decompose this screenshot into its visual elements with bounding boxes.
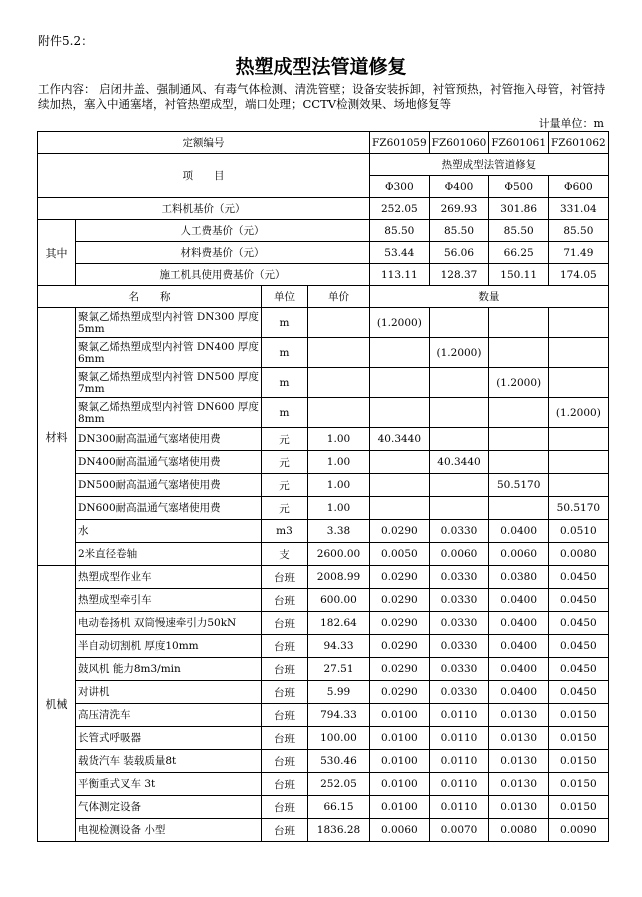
item-qty: 0.0450	[549, 658, 609, 681]
item-unit: 台班	[262, 773, 308, 796]
item-qty: 40.3440	[429, 451, 489, 474]
item-qty	[429, 474, 489, 497]
item-name: 2米直径卷轴	[76, 543, 262, 566]
item-qty: 0.0050	[370, 543, 430, 566]
item-qty: (1.2000)	[370, 308, 430, 338]
item-qty: 0.0150	[549, 704, 609, 727]
item-qty	[489, 428, 549, 451]
material-row	[38, 368, 609, 398]
machinery-row	[38, 773, 609, 796]
item-unit: m	[262, 368, 308, 398]
item-price: 1836.28	[308, 819, 370, 842]
quota-code: FZ601061	[489, 132, 549, 154]
item-qty: 0.0100	[370, 796, 430, 819]
item-qty: 0.0330	[429, 520, 489, 543]
item-qty: 0.0330	[429, 635, 489, 658]
cost-value: 85.50	[489, 220, 549, 242]
item-qty	[489, 338, 549, 368]
item-qty: 50.5170	[549, 497, 609, 520]
item-qty	[370, 497, 430, 520]
item-qty: 0.0130	[489, 773, 549, 796]
item-qty	[549, 308, 609, 338]
item-unit: 台班	[262, 819, 308, 842]
machinery-row	[38, 589, 609, 612]
item-price	[308, 338, 370, 368]
col-price-header: 单价	[308, 286, 370, 308]
item-name: DN300耐高温通气塞堵使用费	[76, 428, 262, 451]
item-price	[308, 308, 370, 338]
item-qty: 0.0400	[489, 589, 549, 612]
item-name: 聚氯乙烯热塑成型内衬管 DN300 厚度5mm	[76, 308, 262, 338]
cost-value: 150.11	[489, 264, 549, 286]
material-cost-row	[38, 242, 609, 264]
base-price-label: 工料机基价（元）	[38, 198, 370, 220]
quota-code: FZ601059	[370, 132, 430, 154]
quota-table-body	[38, 132, 609, 842]
item-qty	[429, 497, 489, 520]
item-unit: 台班	[262, 566, 308, 589]
diameter: Φ400	[429, 176, 489, 198]
item-qty: 0.0100	[370, 704, 430, 727]
item-unit: 支	[262, 543, 308, 566]
item-qty: 0.0110	[429, 727, 489, 750]
item-price: 3.38	[308, 520, 370, 543]
item-name: 热塑成型牵引车	[76, 589, 262, 612]
material-row	[38, 451, 609, 474]
item-qty: 0.0290	[370, 658, 430, 681]
item-unit: 台班	[262, 635, 308, 658]
item-qty: 0.0290	[370, 681, 430, 704]
item-unit: m	[262, 308, 308, 338]
item-price: 94.33	[308, 635, 370, 658]
item-unit: m	[262, 398, 308, 428]
item-unit: 元	[262, 428, 308, 451]
item-name: DN400耐高温通气塞堵使用费	[76, 451, 262, 474]
machinery-row	[38, 658, 609, 681]
item-price: 794.33	[308, 704, 370, 727]
item-price	[308, 368, 370, 398]
cost-value: 66.25	[489, 242, 549, 264]
machine-cost-row	[38, 264, 609, 286]
machinery-label: 机械	[38, 566, 76, 842]
item-qty	[429, 398, 489, 428]
machinery-row	[38, 819, 609, 842]
item-unit: 元	[262, 497, 308, 520]
item-name: 载货汽车 装载质量8t	[76, 750, 262, 773]
item-price: 1.00	[308, 451, 370, 474]
cost-value: 128.37	[429, 264, 489, 286]
item-qty: 0.0290	[370, 520, 430, 543]
item-name: 对讲机	[76, 681, 262, 704]
item-qty: 0.0330	[429, 566, 489, 589]
col-qty-header: 数量	[370, 286, 609, 308]
item-qty: 0.0400	[489, 681, 549, 704]
cost-value: 56.06	[429, 242, 489, 264]
item-name: 水	[76, 520, 262, 543]
cost-value: 71.49	[549, 242, 609, 264]
item-qty: 0.0150	[549, 750, 609, 773]
item-qty	[549, 474, 609, 497]
item-qty: (1.2000)	[489, 368, 549, 398]
quota-table	[37, 131, 609, 842]
group-row	[38, 154, 609, 176]
item-unit: 元	[262, 451, 308, 474]
item-qty: 40.3440	[370, 428, 430, 451]
item-qty: 0.0100	[370, 773, 430, 796]
material-row	[38, 474, 609, 497]
column-header-row	[38, 286, 609, 308]
col-unit-header: 单位	[262, 286, 308, 308]
cost-value: 85.50	[549, 220, 609, 242]
quota-no-row	[38, 132, 609, 154]
item-price: 1.00	[308, 428, 370, 451]
materials-label: 材料	[38, 308, 76, 566]
base-price-value: 301.86	[489, 198, 549, 220]
item-name: DN500耐高温通气塞堵使用费	[76, 474, 262, 497]
item-qty: 0.0060	[429, 543, 489, 566]
item-qty	[489, 308, 549, 338]
item-name: 平衡重式叉车 3t	[76, 773, 262, 796]
cost-label: 人工费基价（元）	[76, 220, 370, 242]
item-qty: 0.0400	[489, 612, 549, 635]
item-qty	[429, 368, 489, 398]
cost-value: 113.11	[370, 264, 430, 286]
item-qty: 50.5170	[489, 474, 549, 497]
quota-code: FZ601062	[549, 132, 609, 154]
item-unit: 台班	[262, 750, 308, 773]
machinery-row	[38, 750, 609, 773]
machinery-row	[38, 704, 609, 727]
item-qty: 0.0400	[489, 658, 549, 681]
item-qty: 0.0080	[489, 819, 549, 842]
item-qty: 0.0090	[549, 819, 609, 842]
item-name: 聚氯乙烯热塑成型内衬管 DN400 厚度6mm	[76, 338, 262, 368]
item-price: 252.05	[308, 773, 370, 796]
item-price: 182.64	[308, 612, 370, 635]
item-price	[308, 398, 370, 428]
item-qty: 0.0100	[370, 750, 430, 773]
of-which-label: 其中	[38, 220, 76, 286]
item-name: 半自动切割机 厚度10mm	[76, 635, 262, 658]
attachment-label: 附件5.2：	[38, 34, 94, 48]
quota-code: FZ601060	[429, 132, 489, 154]
item-name: 电动卷扬机 双筒慢速牵引力50kN	[76, 612, 262, 635]
item-unit: 台班	[262, 612, 308, 635]
item-name: 高压清洗车	[76, 704, 262, 727]
machinery-row	[38, 727, 609, 750]
item-qty: (1.2000)	[429, 338, 489, 368]
item-name: 气体测定设备	[76, 796, 262, 819]
cost-value: 174.05	[549, 264, 609, 286]
item-unit: 元	[262, 474, 308, 497]
item-qty: 0.0130	[489, 750, 549, 773]
item-name: 长管式呼吸器	[76, 727, 262, 750]
item-qty: 0.0400	[489, 635, 549, 658]
item-price: 27.51	[308, 658, 370, 681]
item-qty: 0.0110	[429, 704, 489, 727]
item-qty	[429, 428, 489, 451]
item-unit: m3	[262, 520, 308, 543]
item-qty	[549, 338, 609, 368]
base-price-row	[38, 198, 609, 220]
item-price: 530.46	[308, 750, 370, 773]
diameter: Φ500	[489, 176, 549, 198]
item-qty: 0.0450	[549, 566, 609, 589]
item-qty: 0.0150	[549, 727, 609, 750]
item-qty: 0.0080	[549, 543, 609, 566]
item-qty: 0.0510	[549, 520, 609, 543]
item-qty: 0.0110	[429, 750, 489, 773]
item-qty	[489, 398, 549, 428]
cost-label: 施工机具使用费基价（元）	[76, 264, 370, 286]
item-qty: 0.0330	[429, 589, 489, 612]
item-qty	[549, 368, 609, 398]
item-unit: 台班	[262, 727, 308, 750]
item-qty: 0.0130	[489, 704, 549, 727]
item-qty: 0.0060	[370, 819, 430, 842]
item-name: 聚氯乙烯热塑成型内衬管 DN500 厚度7mm	[76, 368, 262, 398]
item-qty	[370, 474, 430, 497]
material-row	[38, 543, 609, 566]
item-qty	[429, 308, 489, 338]
item-qty	[370, 451, 430, 474]
page-title: 热塑成型法管道修复	[235, 56, 407, 78]
item-price: 5.99	[308, 681, 370, 704]
machinery-row	[38, 612, 609, 635]
labor-cost-row	[38, 220, 609, 242]
item-qty: 0.0330	[429, 681, 489, 704]
base-price-value: 252.05	[370, 198, 430, 220]
col-name-header: 名 称	[38, 286, 262, 308]
diameter: Φ300	[370, 176, 430, 198]
diameter: Φ600	[549, 176, 609, 198]
item-qty: 0.0290	[370, 589, 430, 612]
unit-label: 计量单位：m	[538, 117, 604, 130]
item-qty	[370, 368, 430, 398]
item-qty	[489, 497, 549, 520]
item-name: 聚氯乙烯热塑成型内衬管 DN600 厚度8mm	[76, 398, 262, 428]
material-row	[38, 428, 609, 451]
item-qty: 0.0400	[489, 520, 549, 543]
item-unit: 台班	[262, 796, 308, 819]
item-qty	[370, 398, 430, 428]
item-qty: 0.0330	[429, 612, 489, 635]
quota-no-label: 定额编号	[38, 132, 370, 154]
cost-value: 53.44	[370, 242, 430, 264]
item-price: 66.15	[308, 796, 370, 819]
material-row	[38, 398, 609, 428]
item-name: 电视检测设备 小型	[76, 819, 262, 842]
item-unit: 台班	[262, 589, 308, 612]
item-unit: 台班	[262, 681, 308, 704]
item-qty: 0.0150	[549, 773, 609, 796]
item-qty: 0.0450	[549, 612, 609, 635]
item-price: 2600.00	[308, 543, 370, 566]
item-qty: 0.0060	[489, 543, 549, 566]
machinery-row	[38, 796, 609, 819]
material-row	[38, 308, 609, 338]
item-qty	[489, 451, 549, 474]
cost-value: 85.50	[370, 220, 430, 242]
item-qty: 0.0450	[549, 635, 609, 658]
item-qty: 0.0330	[429, 658, 489, 681]
item-unit: 台班	[262, 704, 308, 727]
item-qty: 0.0110	[429, 796, 489, 819]
item-name: 热塑成型作业车	[76, 566, 262, 589]
item-qty: 0.0110	[429, 773, 489, 796]
base-price-value: 269.93	[429, 198, 489, 220]
item-unit: m	[262, 338, 308, 368]
machinery-row	[38, 566, 609, 589]
item-qty: 0.0150	[549, 796, 609, 819]
item-price: 600.00	[308, 589, 370, 612]
item-price: 1.00	[308, 474, 370, 497]
item-price: 1.00	[308, 497, 370, 520]
item-qty: 0.0130	[489, 727, 549, 750]
machinery-row	[38, 681, 609, 704]
item-price: 2008.99	[308, 566, 370, 589]
item-qty	[549, 451, 609, 474]
item-name: 鼓风机 能力8m3/min	[76, 658, 262, 681]
cost-label: 材料费基价（元）	[76, 242, 370, 264]
item-qty: 0.0290	[370, 612, 430, 635]
material-row	[38, 520, 609, 543]
item-qty: 0.0070	[429, 819, 489, 842]
cost-value: 85.50	[429, 220, 489, 242]
item-qty: 0.0290	[370, 566, 430, 589]
item-qty: 0.0450	[549, 589, 609, 612]
item-qty: 0.0100	[370, 727, 430, 750]
material-row	[38, 338, 609, 368]
item-name: DN600耐高温通气塞堵使用费	[76, 497, 262, 520]
group-name: 热塑成型法管道修复	[370, 154, 609, 176]
item-qty	[370, 338, 430, 368]
item-qty: 0.0450	[549, 681, 609, 704]
item-price: 100.00	[308, 727, 370, 750]
item-qty	[549, 428, 609, 451]
machinery-row	[38, 635, 609, 658]
material-row	[38, 497, 609, 520]
item-unit: 台班	[262, 658, 308, 681]
item-qty: 0.0130	[489, 796, 549, 819]
base-price-value: 331.04	[549, 198, 609, 220]
item-qty: (1.2000)	[549, 398, 609, 428]
work-content: 工作内容： 启闭井盖、强制通风、有毒气体检测、清洗管壁；设备安装拆卸，衬管预热，衬管拖入母管，衬管持续加热，塞入中通塞堵，衬管热塑成型，端口处理；CCTV检测效果、场地修复等	[38, 82, 606, 111]
item-qty: 0.0290	[370, 635, 430, 658]
item-label: 项 目	[38, 154, 370, 198]
item-qty: 0.0380	[489, 566, 549, 589]
